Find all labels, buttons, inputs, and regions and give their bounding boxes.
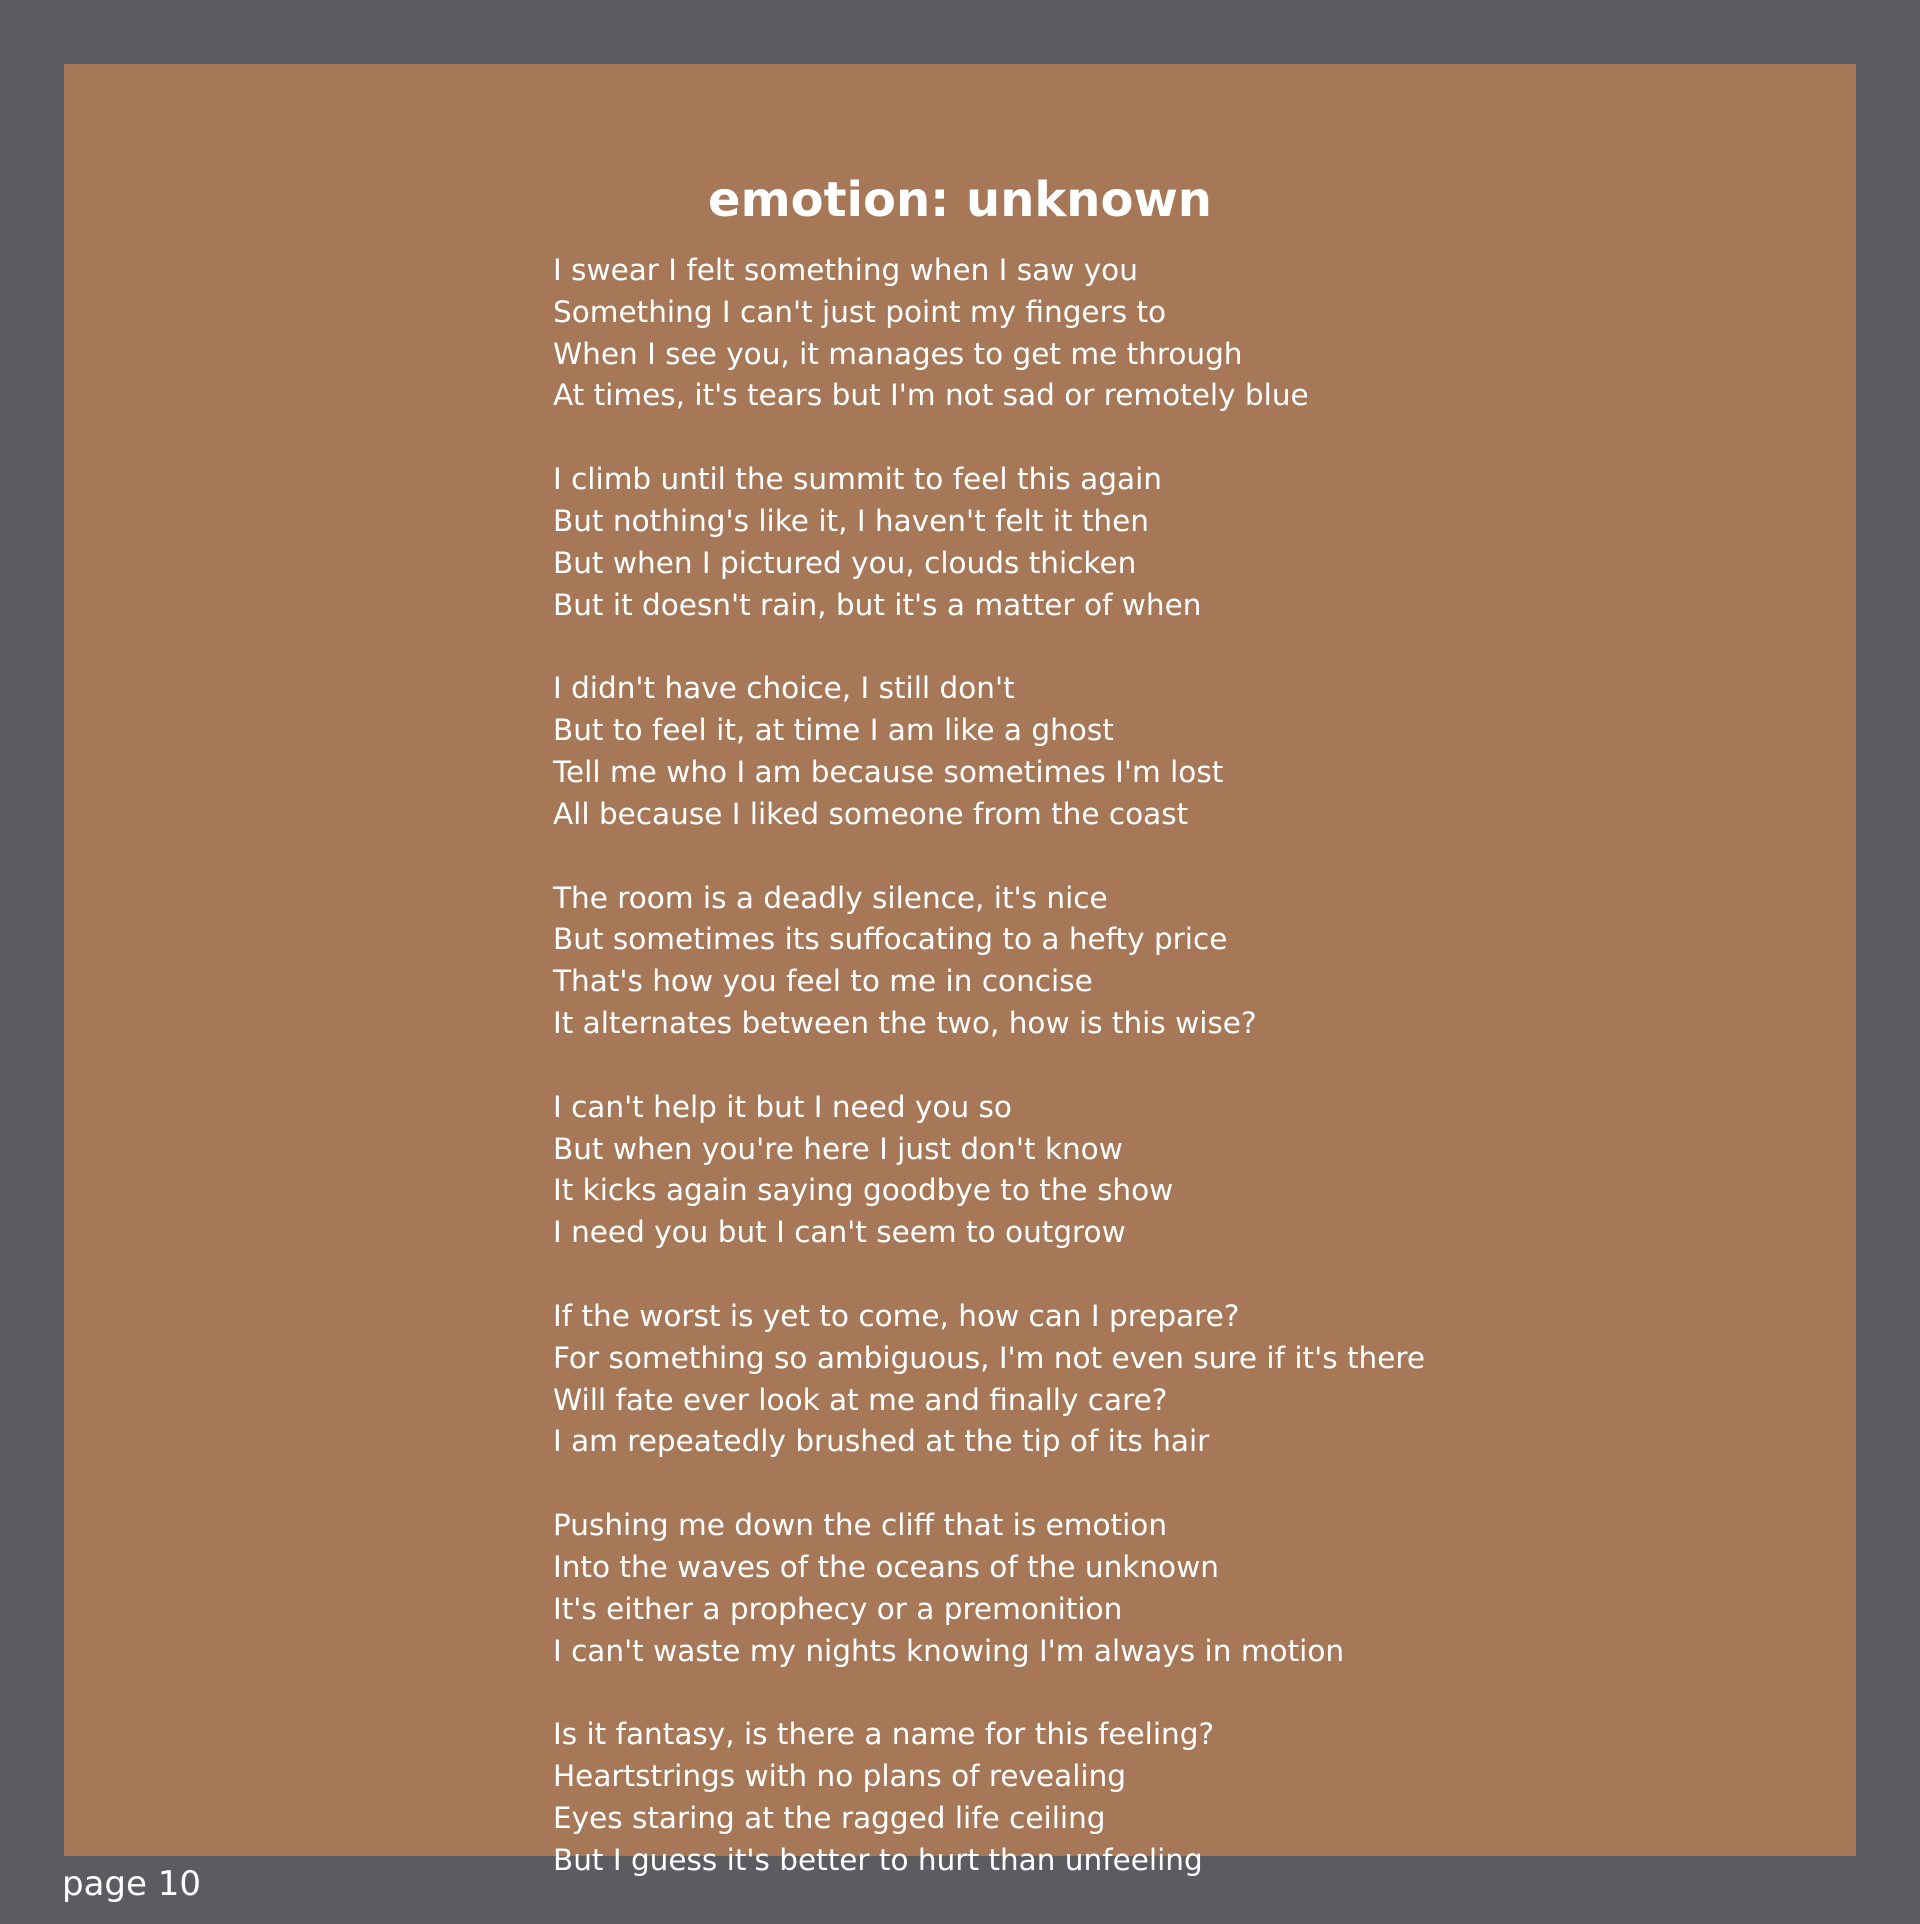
- stanza-7: [553, 1505, 1803, 1672]
- poem-line: Will fate ever look at me and finally care?: [553, 1382, 1168, 1417]
- poem-line: All because I liked someone from the coast: [553, 796, 1189, 831]
- poem-line: Something I can't just point my fingers to: [553, 294, 1167, 329]
- poem-line: I climb until the summit to feel this again: [553, 462, 1162, 497]
- page-number: page 10: [62, 1864, 201, 1904]
- poem-line: I swear I felt something when I saw you: [553, 253, 1138, 287]
- poem-line: But sometimes its suffocating to a hefty price: [553, 922, 1228, 957]
- poem-line: But when I pictured you, clouds thicken: [553, 545, 1137, 580]
- poem-line: But when you're here I just don't know: [553, 1131, 1123, 1166]
- poem-body: [553, 250, 1803, 1924]
- poem-line: For something so ambiguous, I'm not even sure if it's there: [553, 1340, 1425, 1375]
- poem-line: It kicks again saying goodbye to the show: [553, 1173, 1174, 1208]
- poem-page: [64, 64, 1856, 1877]
- poem-line: I didn't have choice, I still don't: [553, 671, 1015, 706]
- poem-line: Into the waves of the oceans of the unknown: [553, 1549, 1219, 1584]
- poem-line: I am repeatedly brushed at the tip of its hair: [553, 1424, 1210, 1459]
- poem-line: But to feel it, at time I am like a ghost: [553, 713, 1114, 748]
- poem-line: Eyes staring at the ragged life ceiling: [553, 1800, 1106, 1835]
- stanza-4: [553, 878, 1803, 1045]
- stanza-3: [553, 668, 1803, 835]
- poem-line: Heartstrings with no plans of revealing: [553, 1759, 1127, 1794]
- stanza-6: [553, 1296, 1803, 1463]
- poem-line: I can't waste my nights knowing I'm always in motion: [553, 1633, 1345, 1668]
- poem-line: But I guess it's better to hurt than unfeeling: [553, 1842, 1203, 1877]
- stanza-5: [553, 1087, 1803, 1254]
- poem-line: Pushing me down the cliff that is emotion: [553, 1508, 1168, 1543]
- poem-line: It alternates between the two, how is this wise?: [553, 1005, 1257, 1040]
- poem-line: When I see you, it manages to get me through: [553, 336, 1243, 371]
- poem-line: At times, it's tears but I'm not sad or remotely blue: [553, 378, 1309, 413]
- poem-line: But it doesn't rain, but it's a matter of when: [553, 587, 1202, 622]
- poem-line: Is it fantasy, is there a name for this feeling?: [553, 1717, 1215, 1752]
- poem-line: I can't help it but I need you so: [553, 1089, 1012, 1124]
- stanza-2: [553, 459, 1803, 626]
- poem-line: If the worst is yet to come, how can I prepare?: [553, 1298, 1240, 1333]
- poem-line: Tell me who I am because sometimes I'm lost: [553, 754, 1224, 789]
- poem-line: That's how you feel to me in concise: [553, 964, 1093, 999]
- poem-title: emotion: unknown: [708, 172, 1212, 228]
- poem-line: I need you but I can't seem to outgrow: [553, 1215, 1126, 1250]
- poem-line: But nothing's like it, I haven't felt it then: [553, 503, 1149, 538]
- stanza-8: [553, 1714, 1803, 1881]
- poem-line: It's either a prophecy or a premonition: [553, 1591, 1123, 1626]
- stanza-1: [553, 250, 1803, 417]
- poem-line: The room is a deadly silence, it's nice: [553, 880, 1108, 915]
